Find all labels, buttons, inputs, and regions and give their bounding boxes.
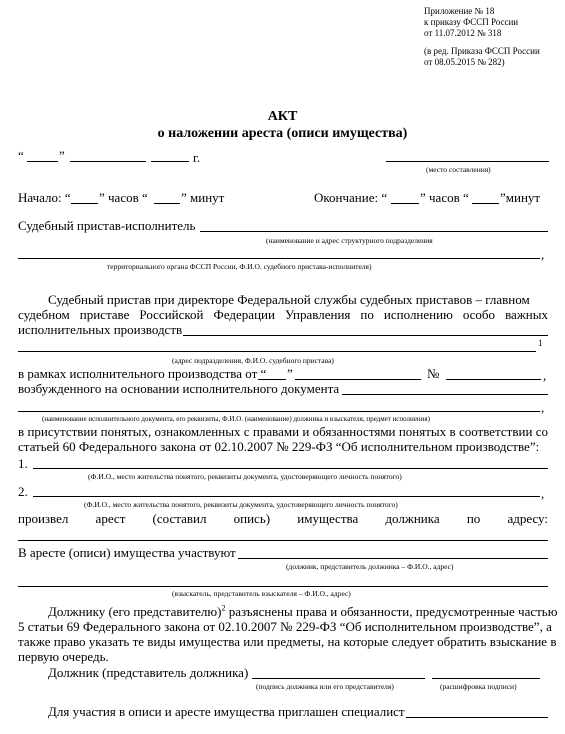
bailiff-label: Судебный пристав-исполнитель <box>18 218 196 233</box>
proceeding-doc-field[interactable] <box>342 394 548 395</box>
header-line-5: от 08.05.2015 № 282) <box>424 57 505 67</box>
end-hours-label: ” часов “ <box>420 190 469 205</box>
place-hint: (место составления) <box>426 165 491 174</box>
date-year-field[interactable] <box>151 161 189 162</box>
rights-line-1-b: разъяснены права и обязанности, предусмотренные частью <box>225 604 558 619</box>
rights-line-1 <box>48 604 557 619</box>
proceeding-number-sign: № <box>427 366 440 381</box>
witnesses-line-2: статьей 60 Федерального закона от 02.10.2007 № 229-ФЗ “Об исполнительном производстве”: <box>18 439 540 454</box>
start-label: Начало: “ <box>18 190 71 205</box>
proceeding-doc-field-2[interactable] <box>18 411 540 412</box>
header-line-1: Приложение № 18 <box>424 6 495 16</box>
para1-footnote: 1 <box>538 338 543 348</box>
para1-hint: (адрес подразделения, Ф.И.О. судебного пристава) <box>172 356 334 365</box>
rights-line-4: первую очередь. <box>18 649 109 664</box>
start-minutes-field[interactable] <box>154 203 180 204</box>
witness-1-hint: (Ф.И.О., место жительства понятого, реквизиты документа, удостоверяющего личность понятого) <box>88 472 402 481</box>
date-day-field[interactable] <box>27 161 58 162</box>
end-hours-field[interactable] <box>391 203 419 204</box>
witnesses-line-1: в присутствии понятых, ознакомленных с правами и обязанностями понятых в соответствии со <box>18 424 548 439</box>
debtor-signature-field[interactable] <box>252 678 425 679</box>
para1-line-2: судебном приставе Российской Федерации Управления по исполнению особо важных <box>18 307 548 322</box>
debtor-decode-field[interactable] <box>432 678 540 679</box>
participants-field[interactable] <box>238 558 548 559</box>
proceeding-number-field[interactable] <box>446 379 541 380</box>
debtor-decode-hint: (расшифровка подписи) <box>440 682 517 691</box>
witness-1-field[interactable] <box>33 468 548 469</box>
witness-2-field[interactable] <box>33 496 540 497</box>
rights-line-3: также право указать те виды имущества или предметы, на которые следует обратить взыскание в <box>18 634 557 649</box>
arrest-address-field[interactable] <box>18 540 548 541</box>
end-minutes-label: ”минут <box>500 190 541 205</box>
end-label: Окончание: “ <box>314 190 388 205</box>
proceeding-day-field[interactable] <box>258 379 286 380</box>
proceeding-comma-2: , <box>541 400 545 415</box>
witness-2-comma: , <box>541 486 545 501</box>
participants-label: В аресте (описи) имущества участвуют <box>18 545 236 560</box>
bailiff-hint-1: (наименование и адрес структурного подразделения <box>266 236 433 245</box>
para1-field-2[interactable] <box>18 351 536 352</box>
date-quote-open: “ <box>18 148 24 163</box>
date-quote-close: ” <box>59 148 65 163</box>
witness-2-label: 2. <box>18 484 28 499</box>
place-field[interactable] <box>386 161 549 162</box>
rights-line-1-a: Должнику (его представителю) <box>48 604 222 619</box>
para1-field[interactable] <box>183 335 548 336</box>
start-hours-field[interactable] <box>71 203 98 204</box>
bailiff-field-2[interactable] <box>18 258 540 259</box>
rights-footnote: 2 <box>221 603 226 613</box>
proceeding-date-field[interactable] <box>295 379 421 380</box>
proceeding-comma: , <box>543 368 547 383</box>
start-minutes-label: ” минут <box>181 190 225 205</box>
proceeding-line-1: в рамках исполнительного производства от “ <box>18 366 267 381</box>
date-year-suffix: г. <box>193 150 201 165</box>
proceeding-quote-close: ” <box>287 366 293 381</box>
specialist-field[interactable] <box>406 717 548 718</box>
debtor-sign-label: Должник (представитель должника) <box>48 665 249 680</box>
date-month-field[interactable] <box>70 161 146 162</box>
header-line-3: от 11.07.2012 № 318 <box>424 28 502 38</box>
proceeding-line-2: возбужденного на основании исполнительного документа <box>18 381 340 396</box>
participants-field-2[interactable] <box>18 586 548 587</box>
para1-line-3: исполнительных производств <box>18 322 183 337</box>
witness-1-label: 1. <box>18 456 28 471</box>
end-minutes-field[interactable] <box>472 203 499 204</box>
participants-hint-1: (должник, представитель должника – Ф.И.О., адрес) <box>286 562 454 571</box>
witness-2-hint: (Ф.И.О., место жительства понятого, реквизиты документа, удостоверяющего личность понятого) <box>84 500 398 509</box>
arrest-line: произвел арест (составил опись) имущества должника по адресу: <box>18 511 548 526</box>
specialist-label: Для участия в описи и аресте имущества приглашен специалист <box>48 704 405 719</box>
bailiff-comma: , <box>541 247 545 262</box>
document-subtitle: о наложении ареста (описи имущества) <box>157 126 408 141</box>
document-title: АКТ <box>267 109 298 124</box>
debtor-sign-hint: (подпись должника или его представителя) <box>256 682 394 691</box>
participants-hint-2: (взыскатель, представитель взыскателя – Ф.И.О., адрес) <box>172 589 351 598</box>
para1-line-1: Судебный пристав при директоре Федеральной службы судебных приставов – главном <box>48 292 530 307</box>
proceeding-hint: (наименование исполнительного документа, его реквизиты, Ф.И.О. (наименование) должника и взыскателя, предмет исполнения) <box>42 415 430 423</box>
rights-line-2: 5 статьи 69 Федерального закона от 02.10.2007 № 229-ФЗ “Об исполнительном производстве”, а <box>18 619 552 634</box>
bailiff-field[interactable] <box>200 231 548 232</box>
header-line-2: к приказу ФССП России <box>424 17 519 27</box>
header-line-4: (в ред. Приказа ФССП России <box>424 46 540 56</box>
start-hours-label: ” часов “ <box>99 190 148 205</box>
bailiff-hint-2: территориального органа ФССП России, Ф.И.О. судебного пристава-исполнителя) <box>107 262 372 271</box>
